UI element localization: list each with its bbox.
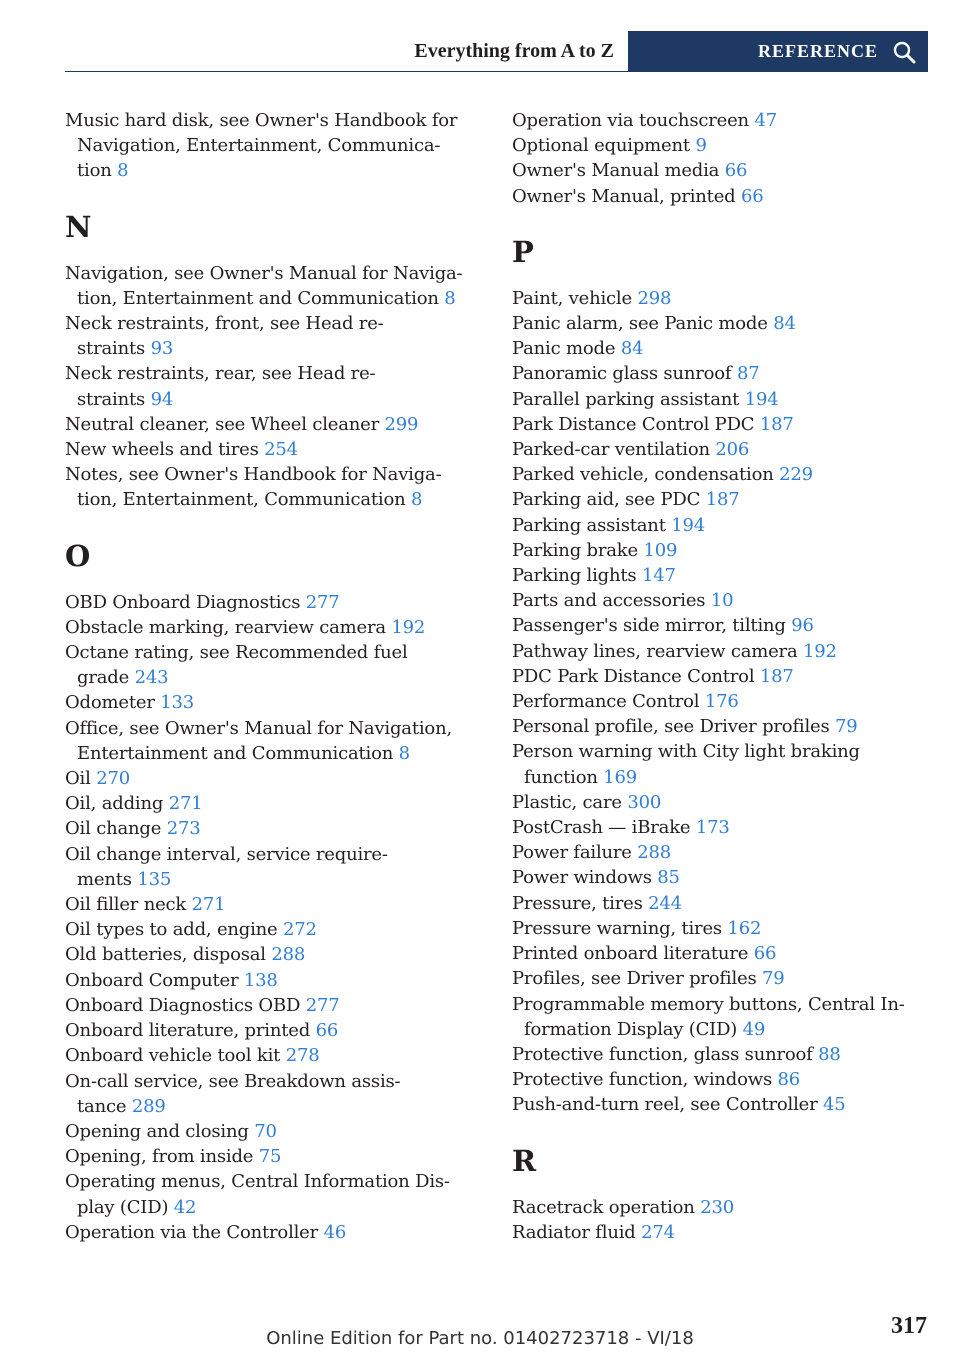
page-reference-link[interactable]: 10 [710,590,734,612]
page-reference-link[interactable]: 254 [264,439,298,461]
index-entry [512,1042,932,1067]
index-entry [65,766,485,791]
index-entry [65,361,485,411]
page-reference-link[interactable]: 194 [671,514,706,536]
index-entry [65,640,485,690]
index-entry-text: Onboard vehicle tool kit [65,1045,281,1067]
index-entry-text: Power windows [512,867,652,889]
page-reference-link[interactable]: 109 [643,539,678,561]
index-entry [512,412,932,437]
index-entry-text: Protective function, windows [512,1069,773,1091]
index-entry-text: Neck restraints, front, see Head re- [65,313,384,335]
page-reference-link[interactable]: 135 [137,868,172,890]
index-entry [65,1169,485,1219]
index-letter-heading: N [65,209,92,244]
index-entry [512,588,932,613]
page-reference-link[interactable]: 70 [254,1120,277,1142]
page-reference-link[interactable]: 8 [444,287,456,309]
index-entry-text: Opening, from inside [65,1146,254,1168]
page-reference-link[interactable]: 94 [150,388,174,410]
index-entry [512,437,932,462]
index-entry-text: Operation via the Controller [65,1221,319,1243]
index-entry [65,462,485,512]
page-reference-link[interactable]: 42 [173,1196,197,1218]
page-reference-link[interactable]: 75 [258,1146,282,1168]
index-entry [512,1092,932,1117]
index-entry [512,538,932,563]
index-entry [512,1067,932,1092]
index-entry-text: Operation via touchscreen [512,110,749,131]
page-reference-link[interactable]: 45 [823,1094,846,1116]
page-reference-link[interactable]: 271 [168,793,203,815]
page-reference-link[interactable]: 66 [741,185,764,207]
page-reference-link[interactable]: 289 [131,1095,166,1117]
index-entry-text: Owner's Manual media [512,160,720,182]
index-letter-heading: O [65,538,91,573]
index-entry [512,689,932,714]
page-reference-link[interactable]: 79 [762,968,785,990]
index-entry [65,1043,485,1068]
index-entry [65,690,485,715]
page-reference-link[interactable]: 192 [803,640,837,662]
index-entry [65,412,485,437]
page-reference-link[interactable]: 274 [641,1221,675,1243]
page-reference-link[interactable]: 229 [779,464,813,486]
index-entry-text: ments [77,868,132,890]
index-entry-text: Opening and closing [65,1120,249,1142]
page-reference-link[interactable]: 46 [323,1221,347,1243]
index-entry-text: Parking brake [512,539,638,561]
index-entry [65,1144,485,1169]
index-entry [512,158,932,183]
index-entry-text: Onboard Computer [65,969,239,991]
index-entry-text: Pressure, tires [512,892,643,914]
page-reference-link[interactable]: 277 [305,994,340,1016]
index-entry [512,133,932,158]
index-entry-text: Neck restraints, rear, see Head re- [65,363,376,385]
index-entry [65,791,485,816]
page-reference-link[interactable]: 194 [744,388,779,410]
index-entry [65,311,485,361]
page-reference-link[interactable]: 133 [160,692,195,714]
index-entry-text: Pathway lines, rearview camera [512,640,798,662]
index-entry-text: Entertainment and Communication [77,742,394,764]
index-entry [65,968,485,993]
index-entry-text: Pressure warning, tires [512,917,722,939]
index-entry-text: Panoramic glass sunroof [512,363,732,385]
index-entry-text: Owner's Manual, printed [512,185,736,207]
index-entry-text: Oil types to add, engine [65,919,278,941]
page-reference-link[interactable]: 187 [705,489,740,511]
index-entry [512,941,932,966]
page-reference-link[interactable]: 47 [754,110,777,131]
index-entry-text: Radiator fluid [512,1221,636,1243]
section-tab-reference [628,31,928,71]
page-reference-link[interactable]: 84 [773,313,796,335]
page-reference-link[interactable]: 272 [283,919,317,941]
page-reference-link[interactable]: 300 [627,791,662,813]
index-entry-text: Park Distance Control PDC [512,413,755,435]
index-entry [512,563,932,588]
index-entry [512,664,932,689]
index-entry-text: Onboard literature, printed [65,1020,311,1042]
index-entry [65,1069,485,1119]
index-entry [512,891,932,916]
index-entry-text: Office, see Owner's Manual for Navigation, [65,717,452,739]
page-number: 317 [891,1313,927,1339]
index-entry [512,865,932,890]
index-entry [65,108,485,184]
index-entry-text: Navigation, Entertainment, Communica- [77,135,441,157]
index-entry-text: Oil [65,768,91,790]
index-entry [512,361,932,386]
index-entry-text: Music hard disk, see Owner's Handbook for [65,110,458,131]
page-reference-link[interactable]: 84 [620,338,644,360]
page-header [65,31,928,72]
index-entry-text: straints [77,338,146,360]
page-reference-link[interactable]: 288 [271,944,306,966]
page-reference-link[interactable]: 8 [117,160,129,182]
index-entry-text: PDC Park Distance Control [512,665,755,687]
index-entry-text: Programmable memory buttons, Central In- [512,993,905,1015]
page-reference-link[interactable]: 169 [603,766,638,788]
index-entry [512,513,932,538]
page-reference-link[interactable]: 243 [134,667,169,689]
index-entry-text: Panic mode [512,338,616,360]
page-reference-link[interactable]: 8 [411,489,423,511]
index-entry-text: Parallel parking assistant [512,388,740,410]
page-reference-link[interactable]: 79 [835,716,858,738]
page-reference-link[interactable]: 277 [305,591,340,613]
page-reference-link[interactable]: 88 [818,1043,841,1065]
index-entry-text: Parked vehicle, condensation [512,464,774,486]
page-reference-link[interactable]: 244 [648,892,682,914]
index-entry-text: Personal profile, see Driver profiles [512,716,830,738]
index-entry-text: Notes, see Owner's Handbook for Naviga- [65,464,442,486]
index-entry-text: Optional equipment [512,135,690,157]
header-title: Everything from A to Z [414,40,614,62]
index-entry [512,1220,932,1245]
index-column-left [65,108,485,1245]
index-entry-text: Racetrack operation [512,1196,695,1218]
index-entry [65,993,485,1018]
index-entry-text: Oil change interval, service require- [65,843,388,865]
page-reference-link[interactable]: 147 [641,565,676,587]
index-entry-text: Parts and accessories [512,590,706,612]
index-letter-heading: R [512,1143,537,1178]
page-reference-link[interactable]: 66 [315,1020,339,1042]
index-entry-text: Parked-car ventilation [512,439,710,461]
index-entry [65,892,485,917]
index-entry-text: Performance Control [512,691,700,713]
index-entry-text: tion, Entertainment and Communication [77,287,439,309]
index-entry [65,816,485,841]
index-column-right [512,108,932,1245]
index-entry-text: tance [77,1095,127,1117]
index-letter-heading: P [512,234,534,269]
index-entry [65,1220,485,1245]
index-entry-text: Push-and-turn reel, see Controller [512,1094,818,1116]
index-entry-text: formation Display (CID) [524,1018,738,1040]
page-reference-link[interactable]: 176 [704,691,739,713]
index-entry [512,336,932,361]
index-entry [512,311,932,336]
index-entry [512,639,932,664]
index-entry [512,790,932,815]
index-entry-text: Parking aid, see PDC [512,489,701,511]
index-entry-text: tion [77,160,112,182]
index-entry-text: Person warning with City light braking [512,741,860,763]
page-reference-link[interactable]: 162 [727,917,762,939]
index-entry [65,942,485,967]
page-reference-link[interactable]: 87 [736,363,760,385]
index-entry [512,840,932,865]
index-entry [512,916,932,941]
index-entry-text: Parking assistant [512,514,666,536]
index-entry-text: straints [77,388,146,410]
page-reference-link[interactable]: 66 [753,943,777,965]
page-reference-link[interactable]: 93 [150,338,174,360]
page-reference-link[interactable]: 271 [191,894,226,916]
index-entry-text: Plastic, care [512,791,622,813]
index-entry-text: Printed onboard literature [512,943,749,965]
section-tab-label: REFERENCE [757,41,878,61]
index-entry-text: Oil change [65,818,162,840]
page-reference-link[interactable]: 299 [384,413,419,435]
index-entry [512,815,932,840]
page-reference-link[interactable]: 230 [700,1196,734,1218]
page-reference-link[interactable]: 192 [391,616,426,638]
search-icon[interactable] [892,40,916,64]
index-entry [65,917,485,942]
page-reference-link[interactable]: 138 [243,969,278,991]
index-entry [512,487,932,512]
index-entry [512,992,932,1042]
page-reference-link[interactable]: 206 [715,439,750,461]
index-entry [65,716,485,766]
page-reference-link[interactable]: 9 [695,135,707,157]
page-reference-link[interactable]: 86 [777,1069,801,1091]
page-reference-link[interactable]: 288 [637,842,672,864]
index-entry-text: New wheels and tires [65,439,259,461]
index-entry-text: Onboard Diagnostics OBD [65,994,301,1016]
index-entry-text: Operating menus, Central Information Dis- [65,1171,450,1193]
index-entry [512,387,932,412]
index-entry [512,184,932,209]
page-reference-link[interactable]: 278 [285,1045,320,1067]
index-entry-text: Oil, adding [65,793,164,815]
index-entry [65,590,485,615]
index-entry [512,1195,932,1220]
index-entry-text: Navigation, see Owner's Manual for Naviga- [65,262,463,284]
index-entry [512,613,932,638]
index-entry-text: play (CID) [77,1196,169,1218]
index-entry-text: Profiles, see Driver profiles [512,968,757,990]
page-reference-link[interactable]: 173 [695,817,730,839]
index-entry [65,437,485,462]
index-entry [65,1018,485,1043]
footer-edition: Online Edition for Part no. 01402723718 - VI/18 [266,1328,694,1349]
index-entry-text: function [524,766,598,788]
page-reference-link[interactable]: 273 [166,818,201,840]
page-reference-link[interactable]: 96 [791,615,814,637]
index-entry-text: Oil filler neck [65,894,187,916]
index-entry-text: grade [77,667,130,689]
index-entry [65,615,485,640]
page-reference-link[interactable]: 270 [96,768,130,790]
index-entry [512,966,932,991]
index-entry-text: Odometer [65,692,155,714]
index-entry-text: Panic alarm, see Panic mode [512,313,768,335]
index-entry-text: OBD Onboard Diagnostics [65,591,301,613]
index-entry-text: PostCrash — iBrake [512,817,691,839]
index-entry-text: Protective function, glass sunroof [512,1043,813,1065]
index-entry-text: Paint, vehicle [512,287,632,309]
page-reference-link[interactable]: 187 [759,665,794,687]
index-entry-text: Passenger's side mirror, tilting [512,615,786,637]
index-entry [512,739,932,789]
page-reference-link[interactable]: 49 [742,1018,766,1040]
index-entry [512,286,932,311]
index-entry-text: tion, Entertainment, Communication [77,489,406,511]
index-entry [512,714,932,739]
index-entry-text: Parking lights [512,565,637,587]
index-entry-text: Obstacle marking, rearview camera [65,616,386,638]
index-entry [65,1119,485,1144]
index-entry-text: Octane rating, see Recommended fuel [65,642,408,664]
index-entry [65,842,485,892]
index-entry [512,108,932,133]
index-entry [65,261,485,311]
page-reference-link[interactable]: 8 [398,742,410,764]
index-entry-text: Old batteries, disposal [65,944,266,966]
index-entry-text: On-call service, see Breakdown assis- [65,1070,401,1092]
page-reference-link[interactable]: 66 [724,160,748,182]
page-reference-link[interactable]: 187 [759,413,794,435]
index-entry-text: Neutral cleaner, see Wheel cleaner [65,413,379,435]
index-entry [512,462,932,487]
page-reference-link[interactable]: 298 [637,287,672,309]
index-entry-text: Power failure [512,842,632,864]
page-reference-link[interactable]: 85 [657,867,680,889]
